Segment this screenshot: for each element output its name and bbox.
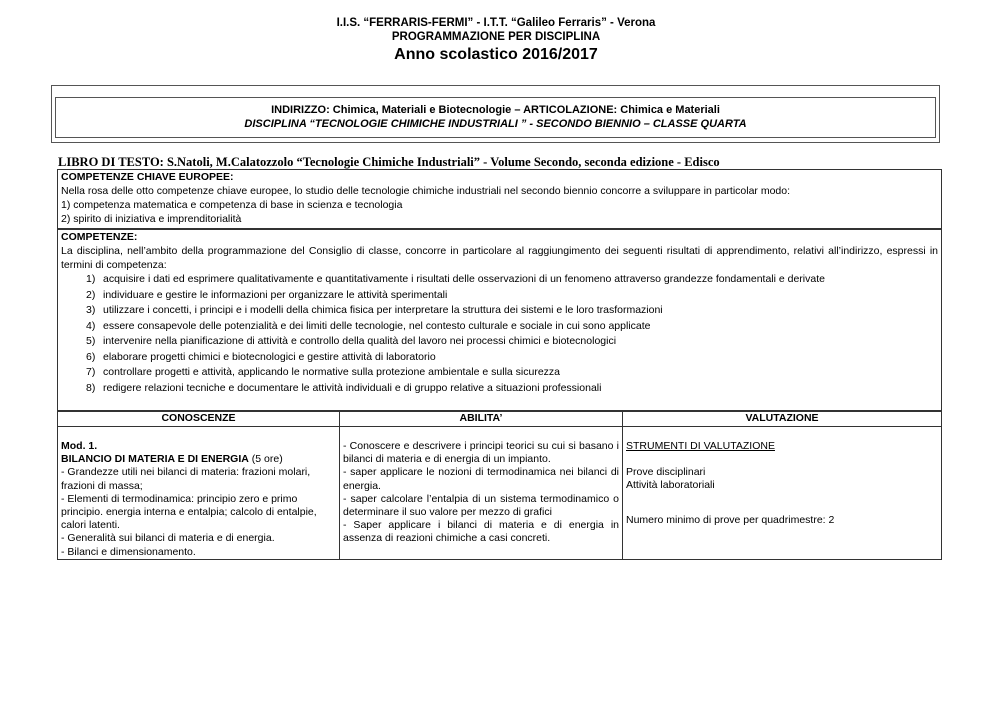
column-header-conoscenze: CONOSCENZE [58,412,340,427]
indirizzo-line: INDIRIZZO: Chimica, Materiali e Biotecnologie – ARTICOLAZIONE: Chimica e Materiali [271,104,720,116]
table-row [58,427,942,560]
conoscenza-item: - Generalità sui bilanci di materia e di energia. [61,532,275,545]
item-text: acquisire i dati ed esprimere qualitativamente e quantitativamente i risultati delle osservazioni di un fenomeno attraverso grandezze fondamentali e derivate [103,273,825,285]
competenze-chiave-item: 1) competenza matematica e competenza di base in scienza e tecnologia [61,199,403,211]
abilita-item: - saper applicare le nozioni di termodinamica nei bilanci di energia. [343,466,619,492]
competenze-intro: La disciplina, nell’ambito della programmazione del Consiglio di classe, concorre in particolare al raggiungimento dei seguenti risultati di apprendimento, relativi all’indirizzo, espressi in termini di competenza: [61,245,938,271]
item-number: 4) [86,319,96,332]
item-number: 2) [86,288,96,301]
list-item [61,350,938,366]
item-text: intervenire nella pianificazione di attività e controllo della qualità del lavoro nei processi chimici e biotecnologici [103,335,617,347]
item-number: 3) [86,304,96,316]
competenze-chiave-box [57,169,942,229]
valutazione-title: STRUMENTI DI VALUTAZIONE [626,440,775,452]
list-item [61,365,938,381]
item-number: 6) [86,350,96,363]
school-year: Anno scolastico 2016/2017 [394,46,598,63]
item-number: 8) [86,381,96,394]
abilita-item: - Conoscere e descrivere i principi teorici su cui si basano i bilanci di materia e di energia di un impianto. [343,440,619,466]
conoscenza-item: - Bilanci e dimensionamento. [61,545,196,558]
column-header-abilita: ABILITA’ [340,412,623,427]
list-item [61,272,938,288]
item-number: 1) [86,273,96,285]
competenze-chiave-intro: Nella rosa delle otto competenze chiave europee, lo studio delle tecnologie chimiche industriali nel secondo biennio concorre a sviluppare in particolar modo: [61,185,791,197]
valutazione-item: Attività laboratoriali [626,479,715,492]
indirizzo-box [55,97,936,138]
valutazione-cell [623,427,942,560]
valutazione-min-prove: Numero minimo di prove per quadrimestre: 2 [626,513,835,526]
conoscenze-cell [58,427,340,560]
item-text: individuare e gestire le informazioni per organizzare le attività sperimentali [103,288,448,301]
competenze-list [61,272,938,396]
abilita-item: - Saper applicare i bilanci di materia e di energia in assenza di reazioni chimiche a casi concreti. [343,519,619,545]
abilita-item: - saper calcolare l’entalpia di un sistema termodinamico o determinare il suo valore per mezzo di grafici [343,492,619,519]
item-text: elaborare progetti chimici e biotecnologici e gestire attività di laboratorio [103,350,436,363]
disciplina-line: DISCIPLINA “TECNOLOGIE CHIMICHE INDUSTRIALI ” - SECONDO BIENNIO – CLASSE QUARTA [244,118,747,130]
competenze-chiave-title: COMPETENZE CHIAVE EUROPEE: [61,171,234,183]
document-header [0,16,992,65]
list-item [61,334,938,350]
module-number: Mod. 1. [61,440,98,452]
list-item [61,381,938,397]
table-header-row [58,412,942,427]
list-item [61,303,938,319]
item-text: utilizzare i concetti, i principi e i modelli della chimica fisica per interpretare la struttura dei sistemi e le loro trasformazioni [103,304,663,316]
conoscenza-item: - Elementi di termodinamica: principio zero e primo principio. energia interna e entalpia; calcolo di entalpie, calori latenti. [61,492,317,532]
conoscenza-item: - Grandezze utili nei bilanci di materia: frazioni molari, frazioni di massa; [61,466,311,492]
competenze-title: COMPETENZE: [61,231,138,243]
valutazione-item: Prove disciplinari [626,466,706,479]
item-text: controllare progetti e attività, applicando le normative sulla protezione ambientale e sulla sicurezza [103,366,561,378]
item-number: 7) [86,366,96,378]
module-title: BILANCIO DI MATERIA E DI ENERGIA [61,453,249,466]
item-number: 5) [86,335,96,347]
list-item [61,319,938,335]
item-text: essere consapevole delle potenzialità e dei limiti delle tecnologie, nel contesto culturale e sociale in cui sono applicate [103,319,651,332]
libro-di-testo: LIBRO DI TESTO: S.Natoli, M.Calatozzolo “Tecnologie Chimiche Industriali” - Volume Secondo, seconda edizione - Edisco [58,155,720,169]
document-subtitle: PROGRAMMAZIONE PER DISCIPLINA [391,31,601,43]
list-item [61,288,938,304]
school-name: I.I.S. “FERRARIS-FERMI” - I.T.T. “Galileo Ferraris” - Verona [336,17,656,29]
item-text: redigere relazioni tecniche e documentare le attività individuali e di gruppo relative a situazioni professionali [103,381,602,394]
competenze-chiave-item: 2) spirito di iniziativa e imprenditorialità [61,213,242,225]
programma-table [57,411,942,560]
competenze-box [57,229,942,411]
abilita-cell [340,427,623,560]
column-header-valutazione: VALUTAZIONE [623,412,942,427]
module-hours: (5 ore) [248,453,283,466]
